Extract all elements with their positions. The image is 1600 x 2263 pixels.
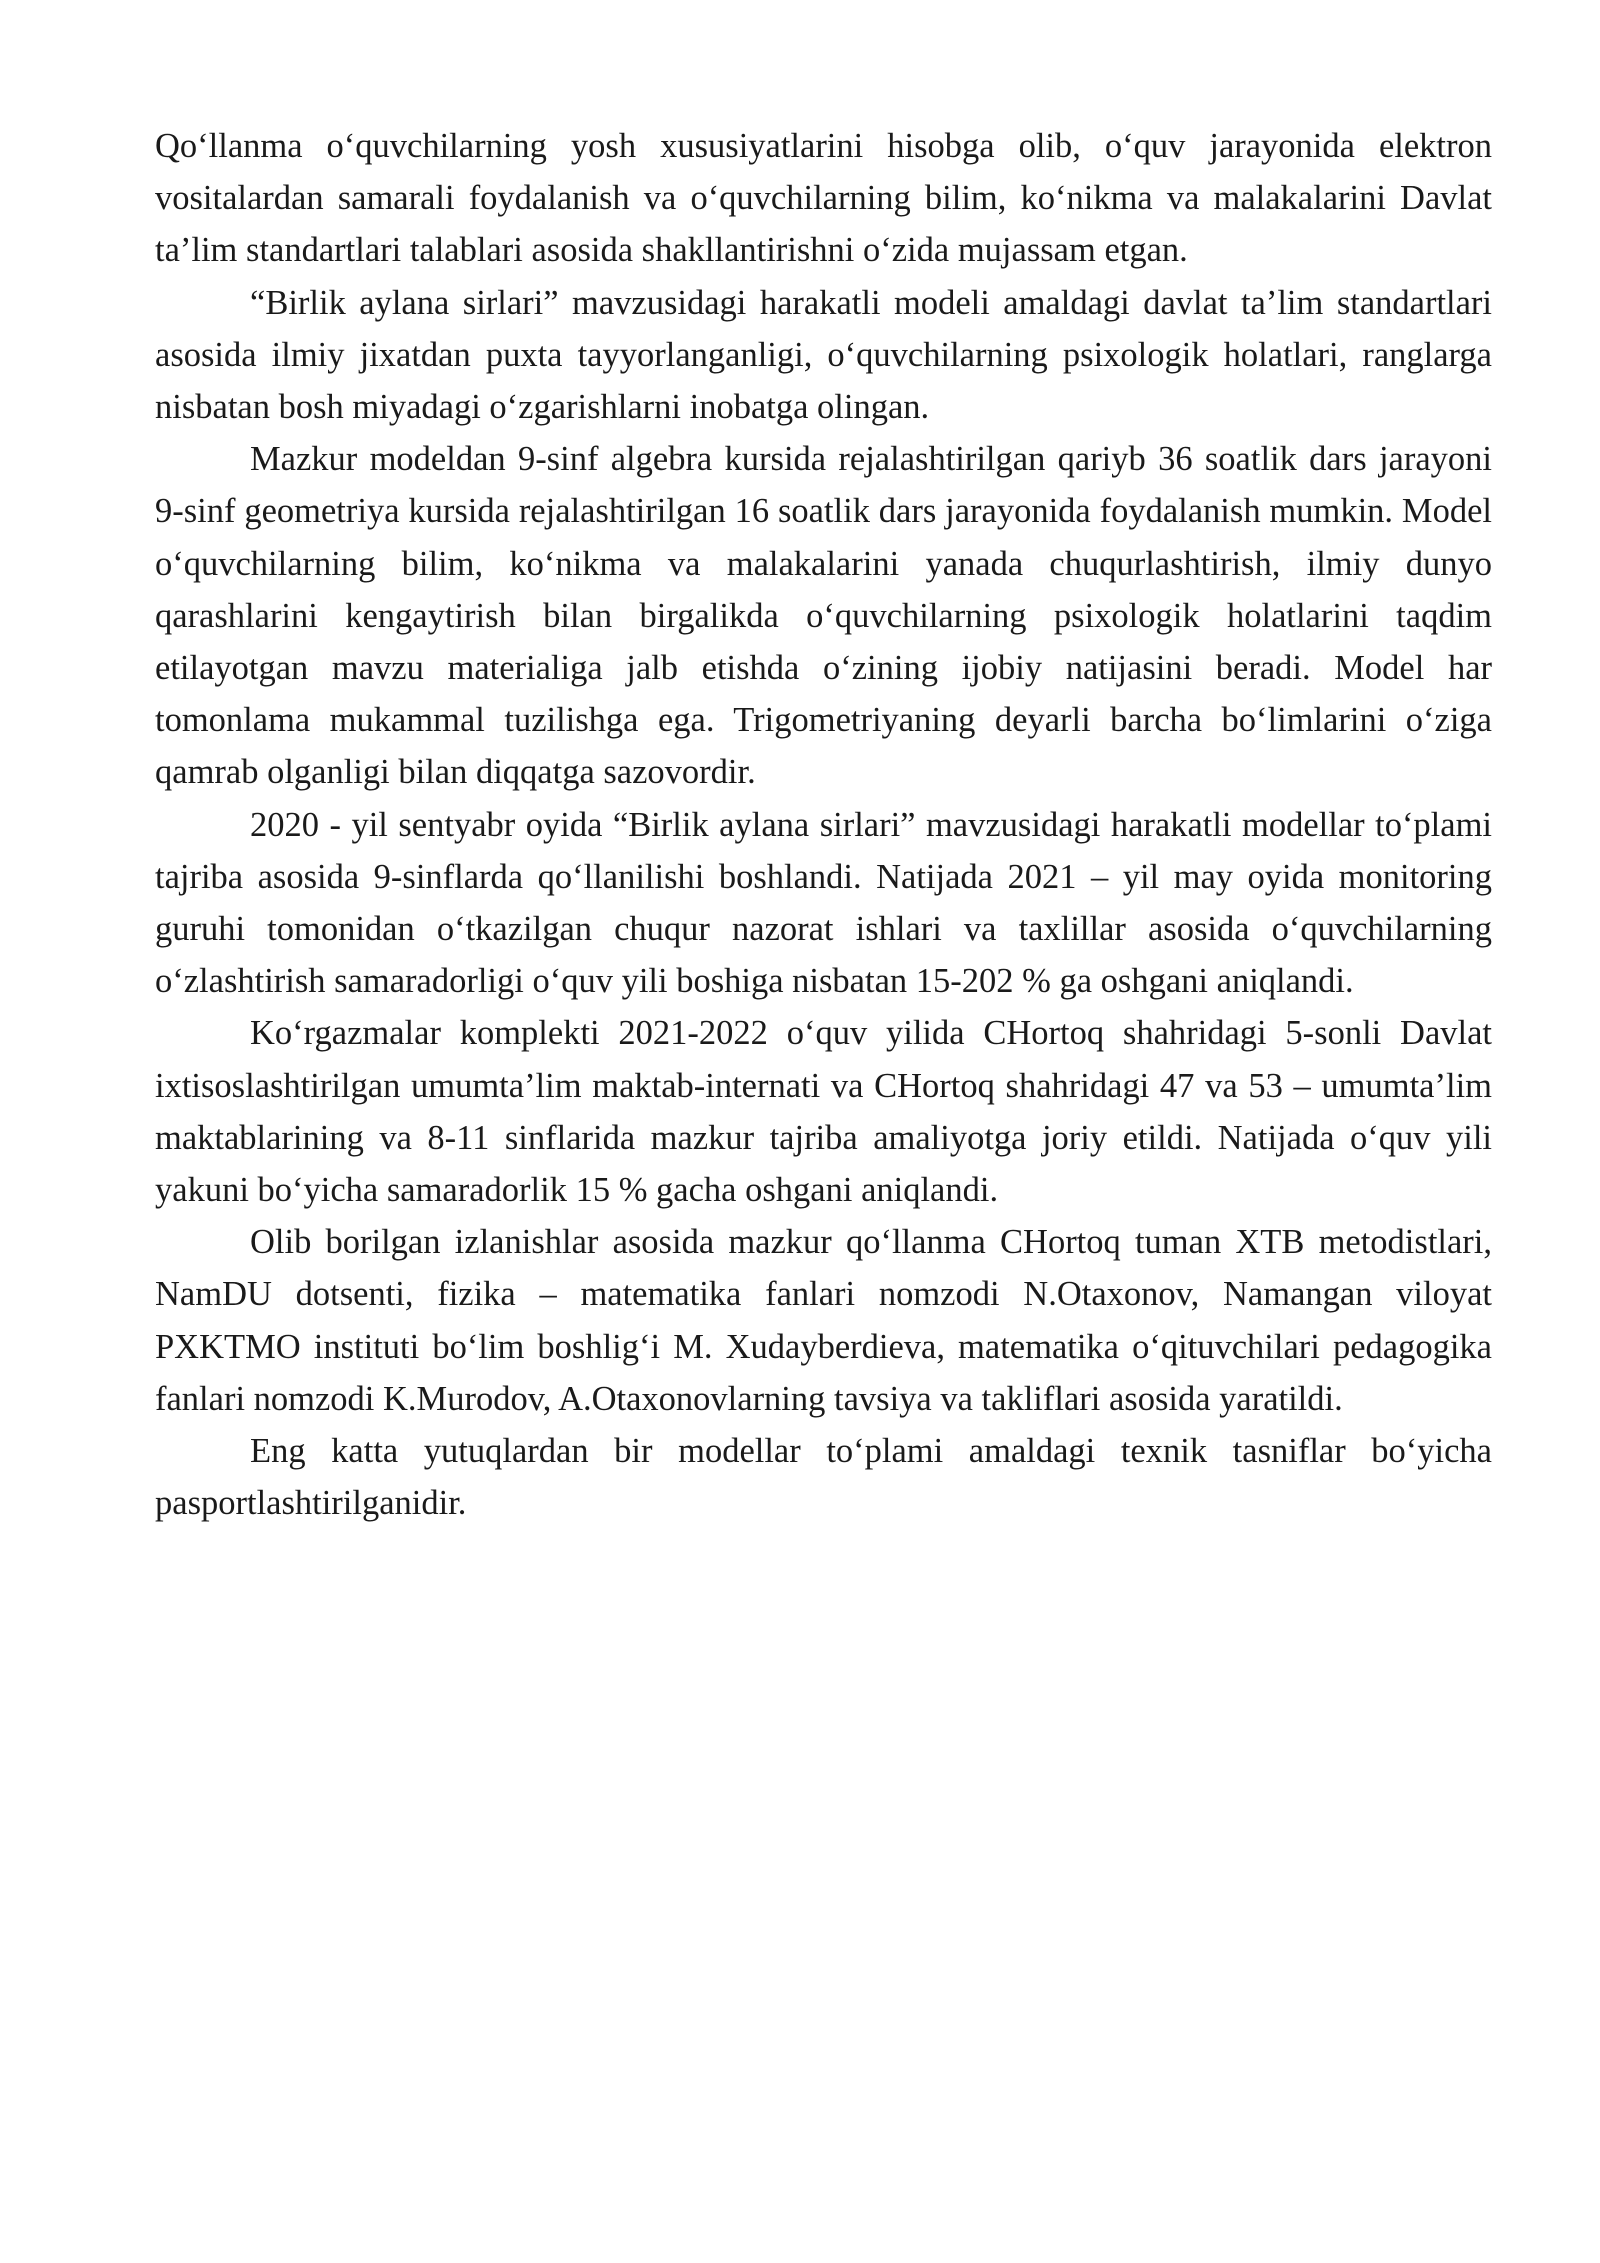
paragraph-4: 2020 - yil sentyabr oyida “Birlik aylana sirlari” mavzusidagi harakatli modellar to‘plami tajriba asosida 9-sinflarda qo‘llanilishi boshlandi. Natijada 2021 – yil may oyida monitoring guruhi tomonidan o‘tkazilgan chuqur nazorat ishlari va taxlillar asosida o‘quvchilarning o‘zlashtirish samaradorligi o‘quv yili boshiga nisbatan 15-202 % ga oshgani aniqlandi. [155, 805, 1492, 1001]
paragraph-1: Qo‘llanma o‘quvchilarning yosh xususiyatlarini hisobga olib, o‘quv jarayonida elektron vositalardan samarali foydalanish va o‘quvchilarning bilim, ko‘nikma va malakalarini Davlat ta’lim standartlari talablari asosida shakllantirishni o‘zida mujassam etgan. [155, 127, 1492, 270]
paragraph-7: Eng katta yutuqlardan bir modellar to‘plami amaldagi texnik tasniflar bo‘yicha pasportlashtirilganidir. [155, 1432, 1492, 1523]
paragraph-6: Olib borilgan izlanishlar asosida mazkur qo‘llanma CHortoq tuman XTB metodistlari, NamDU dotsenti, fizika – matematika fanlari nomzodi N.Otaxonov, Namangan viloyat PXKTMO instituti bo‘lim boshlig‘i M. Xudayberdieva, matematika o‘qituvchilari pedagogika fanlari nomzodi K.Murodov, A.Otaxonovlarning tavsiya va takliflari asosida yaratildi. [155, 1223, 1492, 1418]
paragraph-3: Mazkur modeldan 9-sinf algebra kursida rejalashtirilgan qariyb 36 soatlik dars jarayoni 9-sinf geometriya kursida rejalashtirilgan 16 soatlik dars jarayonida foydalanish mumkin. Model o‘quvchilarning bilim, ko‘nikma va malakalarini yanada chuqurlashtirish, ilmiy dunyo qarashlarini kengaytirish bilan birgalikda o‘quvchilarning psixologik holatlarini taqdim etilayotgan mavzu materialiga jalb etishda o‘zining ijobiy natijasini beradi. Model har tomonlama mukammal tuzilishga ega. Trigometriyaning deyarli barcha bo‘limlarini o‘ziga qamrab olganligi bilan diqqatga sazovordir. [155, 440, 1492, 792]
paragraph-2: “Birlik aylana sirlari” mavzusidagi harakatli modeli amaldagi davlat ta’lim standartlari asosida ilmiy jixatdan puxta tayyorlanganligi, o‘quvchilarning psixologik holatlari, ranglarga nisbatan bosh miyadagi o‘zgarishlarni inobatga olingan. [155, 283, 1492, 427]
paragraph-5: Ko‘rgazmalar komplekti 2021-2022 o‘quv yilida CHortoq shahridagi 5-sonli Davlat ixtisoslashtirilgan umumta’lim maktab-internati va CHortoq shahridagi 47 va 53 – umumta’lim maktablarining va 8-11 sinflarida mazkur tajriba amaliyotga joriy etildi. Natijada o‘quv yili yakuni bo‘yicha samaradorlik 15 % gacha oshgani aniqlandi. [155, 1014, 1492, 1210]
body-text [155, 120, 1492, 1529]
